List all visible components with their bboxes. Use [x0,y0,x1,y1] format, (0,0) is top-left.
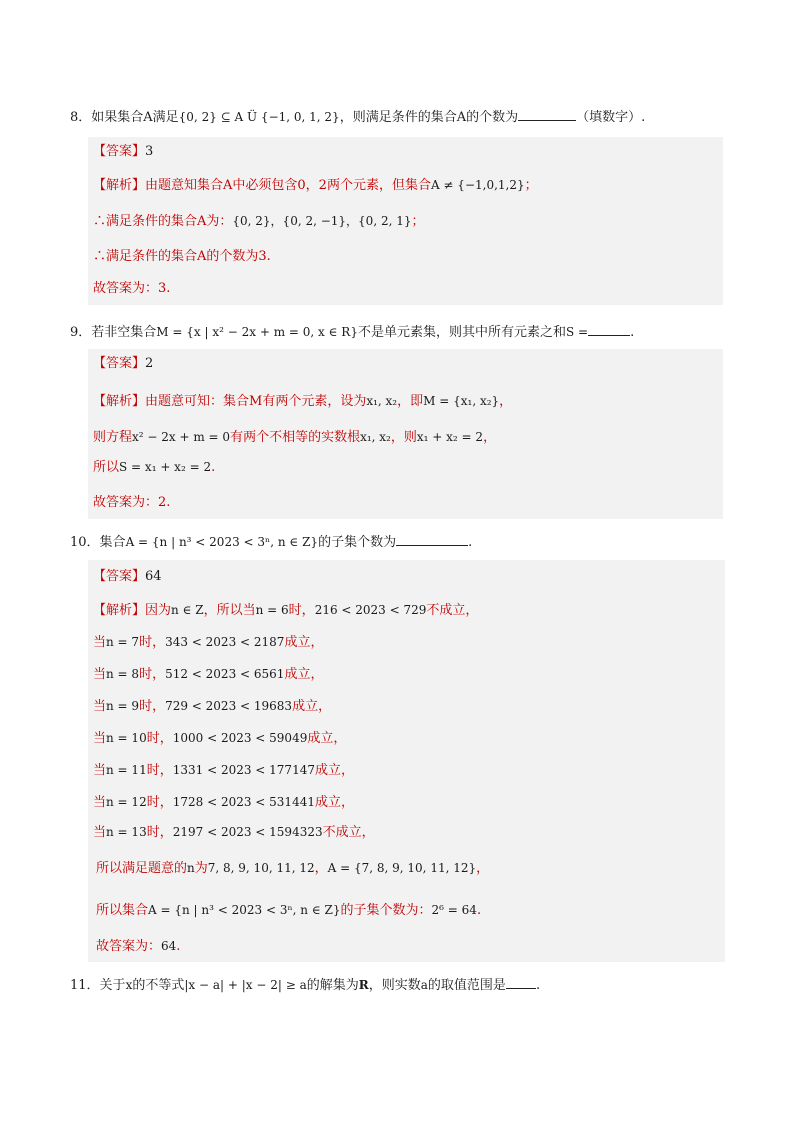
math-expression: |x − a| + |x − 2| ≥ a [184,978,307,992]
analysis-line: 【解析】由题意可知：集合M有两个元素，设为x₁, x₂，即M = {x₁, x₂}， [93,394,513,409]
question-text: （填数字）. [576,110,646,125]
answer-blank [588,321,630,336]
answer-tag: 【答案】 [93,569,146,584]
math-expression: {0, 2} ⊆ A Ü {−1, 0, 1, 2} [178,110,340,124]
case-line: 当n = 7时，343 < 2023 < 2187成立， [93,635,324,650]
solution-box-9 [88,349,723,519]
analysis-tag: 【解析】 [93,178,146,193]
case-line: 当n = 9时，729 < 2023 < 19683成立， [93,699,332,714]
question-11: 11．关于x的不等式|x − a| + |x − 2| ≥ a的解集为R，则实数a的取值范围是 . [70,974,754,996]
analysis-line: 所以S = x₁ + x₂ = 2. [93,460,216,475]
question-text: ，则满足条件的集合A的个数为 [339,110,519,125]
case-line: 当n = 8时，512 < 2023 < 6561成立， [93,667,324,682]
analysis-line: 则方程x² − 2x + m = 0有两个不相等的实数根x₁, x₂，则x₁ + x₂ = 2， [93,430,497,445]
analysis-tag: 【解析】 [93,394,146,409]
question-number: 9． [70,325,92,340]
answer-value: 64 [145,569,162,584]
solution-box-8 [88,137,723,305]
analysis-line: 【解析】由题意知集合A中必须包含0，2两个元素，但集合A ≠ {−1,0,1,2}； [93,178,538,193]
math-expression: A = {n | n³ < 2023 < 3ⁿ, n ∈ Z} [125,535,319,549]
analysis-line: 所以满足题意的n为7, 8, 9, 10, 11, 12，A = {7, 8, 9, 10, 11, 12}， [96,861,490,876]
analysis-line: ∴满足条件的集合A为：{0, 2}，{0, 2, −1}，{0, 2, 1}； [93,214,425,229]
answer-tag: 【答案】 [93,356,146,371]
final-answer-line: 故答案为：2. [93,495,171,510]
case-line: 当n = 10时，1000 < 2023 < 59049成立， [93,731,347,746]
math-expression: M = {x | x² − 2x + m = 0, x ∈ R} [156,325,358,339]
case-line: 当n = 11时，1331 < 2023 < 177147成立， [93,763,354,778]
answer-value: 3 [145,144,154,159]
question-number: 10． [70,535,100,550]
answer-line [93,354,153,374]
answer-tag: 【答案】 [93,144,146,159]
answer-blank [518,106,576,121]
final-answer-line: 故答案为：3. [93,281,171,296]
question-number: 8． [70,110,92,125]
case-line: 当n = 13时，2197 < 2023 < 1594323不成立， [93,825,375,840]
answer-line [93,567,162,587]
analysis-tag: 【解析】 [93,603,146,618]
question-10: 10．集合A = {n | n³ < 2023 < 3ⁿ, n ∈ Z}的子集个数为 . [70,531,754,553]
solution-box-10 [88,560,725,962]
answer-line [93,142,153,162]
question-text: 如果集合A满足 [91,110,179,125]
answer-blank [396,531,468,546]
analysis-line: ∴满足条件的集合A的个数为3. [93,249,271,264]
final-answer-line: 故答案为：64. [96,939,181,954]
question-8 [70,106,754,128]
answer-blank [506,974,536,989]
question-9: 9．若非空集合M = {x | x² − 2x + m = 0, x ∈ R}不是单元素集，则其中所有元素之和S = . [70,321,754,343]
analysis-line: 【解析】因为n ∈ Z，所以当n = 6时，216 < 2023 < 729不成立， [93,603,479,618]
answer-value: 2 [145,356,154,371]
case-line: 当n = 12时，1728 < 2023 < 531441成立， [93,795,354,810]
analysis-line: 所以集合A = {n | n³ < 2023 < 3ⁿ, n ∈ Z}的子集个数为：2⁶ = 64. [96,903,482,918]
question-number: 11． [70,978,100,993]
